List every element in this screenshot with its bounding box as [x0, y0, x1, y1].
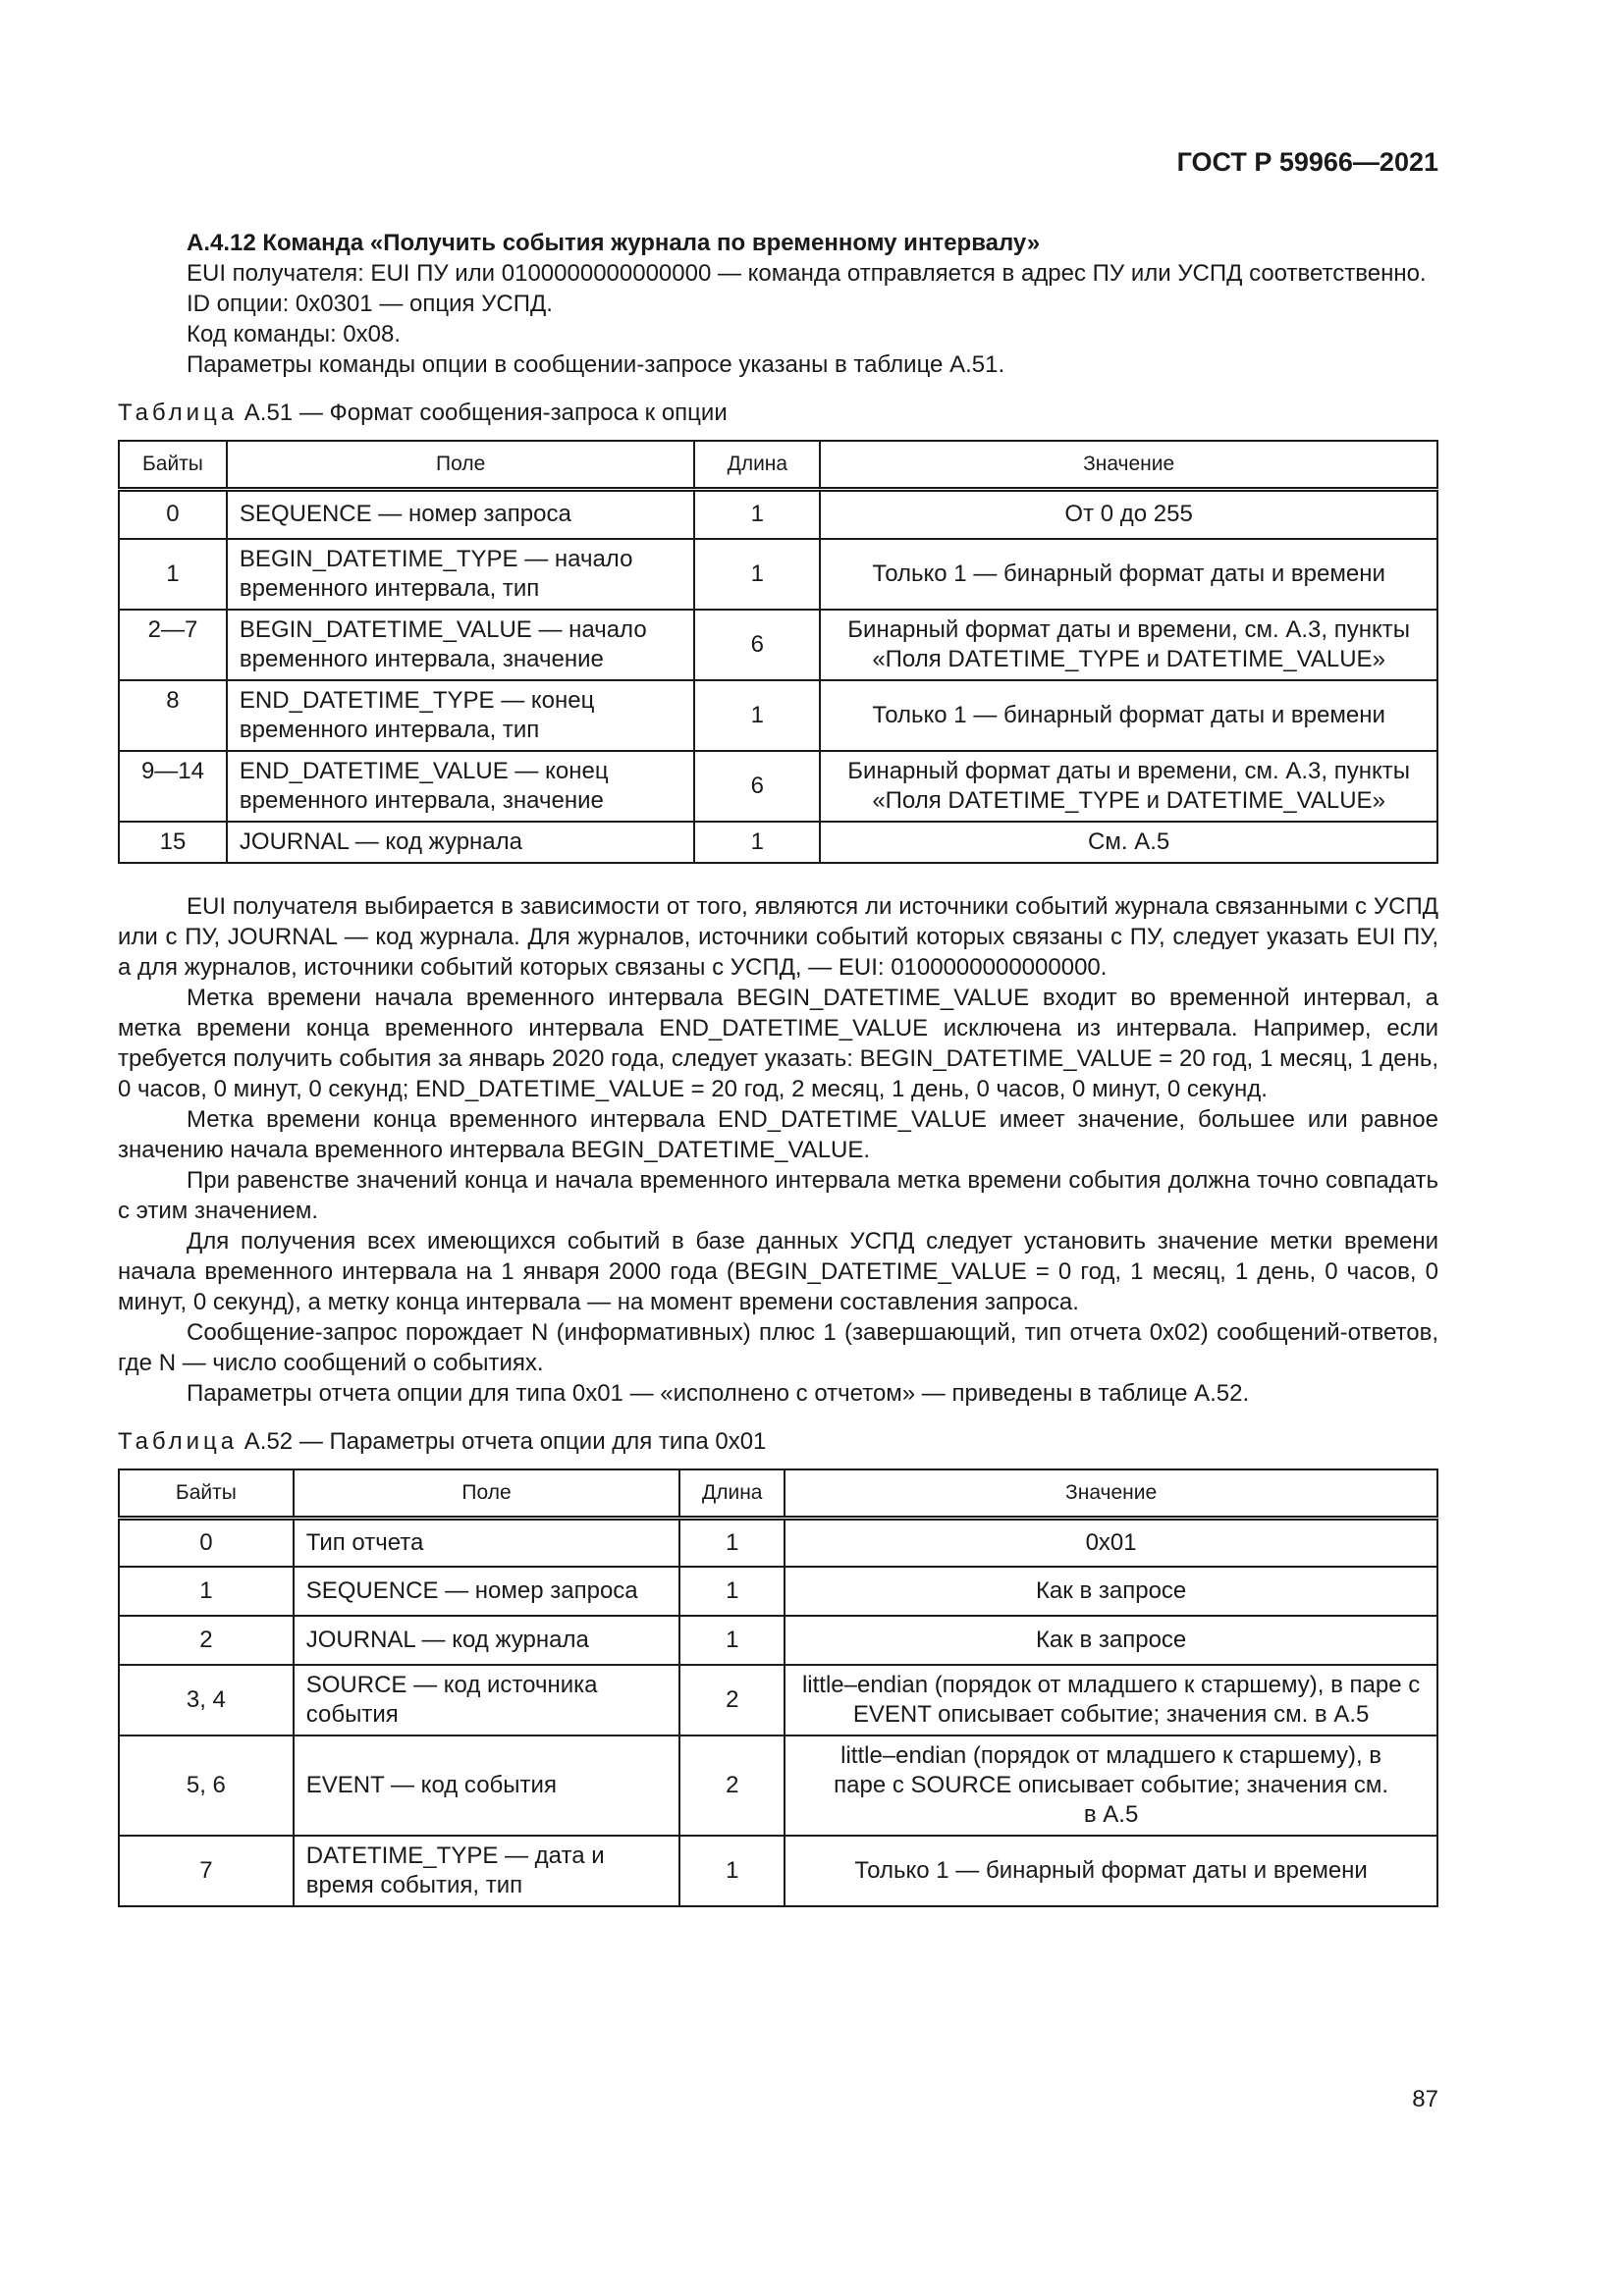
cell-bytes: 7 — [119, 1836, 294, 1906]
table-row — [119, 1735, 1437, 1836]
paragraph: ID опции: 0x0301 — опция УСПД. — [187, 291, 553, 317]
cell-length: 2 — [679, 1735, 785, 1836]
table-a51 — [118, 440, 1438, 864]
paragraph: Параметры команды опции в сообщении-запросе указаны в таблице А.51. — [187, 351, 1005, 378]
column-header: Длина — [694, 441, 820, 490]
paragraph: При равенстве значений конца и начала временного интервала метка времени события должна точно совпадать с этим значением. — [118, 1166, 1438, 1224]
cell-field: EVENT — код события — [294, 1735, 680, 1836]
cell-field: END_DATETIME_VALUE — конец временного интервала, значение — [227, 751, 694, 822]
cell-length: 1 — [679, 1836, 785, 1906]
standard-code: ГОСТ Р 59966—2021 — [1176, 147, 1438, 177]
table-row — [119, 751, 1437, 822]
cell-field: BEGIN_DATETIME_TYPE — начало временного интервала, тип — [227, 539, 694, 610]
cell-length: 1 — [679, 1518, 785, 1567]
table-row — [119, 822, 1437, 863]
paragraph: EUI получателя: EUI ПУ или 0100000000000000 — команда отправляется в адрес ПУ или УСПД соответственно. — [187, 260, 1427, 287]
paragraph: Метка времени начала временного интервала BEGIN_DATETIME_VALUE входит во временной интервал, а метка времени конца временного интервала END_DATETIME_VALUE исключена из интервала. Например, если требуется получить события за январь 2020 года, следует указать: BEGIN_DATETIME_VALUE = 20 год, 1 месяц, 1 день, 0 часов, 0 минут, 0 секунд; END_DATETIME_VALUE = 20 год, 2 месяц, 1 день, 0 часов, 0 минут, 0 секунд. — [118, 984, 1438, 1102]
cell-field: JOURNAL — код журнала — [294, 1616, 680, 1665]
table-caption-text: А.52 — Параметры отчета опции для типа 0x01 — [238, 1427, 767, 1455]
table-row — [119, 490, 1437, 539]
table-a52 — [118, 1468, 1438, 1908]
cell-bytes: 0 — [119, 1518, 294, 1567]
cell-length: 1 — [694, 539, 820, 610]
cell-length: 1 — [679, 1567, 785, 1616]
cell-value: Как в запросе — [785, 1616, 1437, 1665]
cell-bytes: 5, 6 — [119, 1735, 294, 1836]
table-row — [119, 1567, 1437, 1616]
table-caption — [118, 1426, 1438, 1457]
table-caption-prefix: Таблица — [118, 1427, 239, 1455]
table-row — [119, 680, 1437, 751]
table-header-row — [119, 441, 1437, 490]
cell-bytes: 9—14 — [119, 751, 227, 822]
column-header: Поле — [294, 1469, 680, 1519]
column-header: Длина — [679, 1469, 785, 1519]
cell-bytes: 2—7 — [119, 610, 227, 680]
cell-field: JOURNAL — код журнала — [227, 822, 694, 863]
column-header: Байты — [119, 1469, 294, 1519]
page-number: 87 — [1412, 2086, 1438, 2112]
cell-field: END_DATETIME_TYPE — конец временного интервала, тип — [227, 680, 694, 751]
cell-value: little–endian (порядок от младшего к старшему), в паре с EVENT описывает событие; значения см. в А.5 — [785, 1665, 1437, 1735]
section-heading: А.4.12 Команда «Получить события журнала по временному интервалу» — [187, 230, 1041, 256]
paragraph: Код команды: 0x08. — [187, 321, 401, 347]
cell-value: Бинарный формат даты и времени, см. А.3, пункты «Поля DATETIME_TYPE и DATETIME_VALUE» — [820, 610, 1437, 680]
cell-field: SOURCE — код источника события — [294, 1665, 680, 1735]
paragraph: Параметры отчета опции для типа 0x01 — «исполнено с отчетом» — приведены в таблице А.52. — [187, 1379, 1250, 1407]
table-row — [119, 1518, 1437, 1567]
cell-length: 2 — [679, 1665, 785, 1735]
cell-length: 1 — [694, 680, 820, 751]
cell-field: BEGIN_DATETIME_VALUE — начало временного интервала, значение — [227, 610, 694, 680]
cell-bytes: 8 — [119, 680, 227, 751]
cell-bytes: 3, 4 — [119, 1665, 294, 1735]
cell-value: Только 1 — бинарный формат даты и времени — [820, 680, 1437, 751]
paragraph: Для получения всех имеющихся событий в базе данных УСПД следует установить значение метки времени начала временного интервала на 1 января 2000 года (BEGIN_DATETIME_VALUE = 0 год, 1 месяц, 1 день, 0 часов, 0 минут, 0 секунд), а метку конца интервала — на момент времени составления запроса. — [118, 1227, 1438, 1315]
cell-value: little–endian (порядок от младшего к старшему), в паре с SOURCE описывает событие; значения см. в А.5 — [785, 1735, 1437, 1836]
column-header: Байты — [119, 441, 227, 490]
table-row — [119, 1836, 1437, 1906]
column-header: Значение — [820, 441, 1437, 490]
document-body — [118, 228, 1438, 1907]
cell-length: 1 — [679, 1616, 785, 1665]
cell-value: От 0 до 255 — [820, 490, 1437, 539]
paragraph: EUI получателя выбирается в зависимости от того, являются ли источники событий журнала связанными с УСПД или с ПУ, JOURNAL — код журнала. Для журналов, источники событий которых связаны с ПУ, следует указать EUI ПУ, а для журналов, источники событий которых связаны с УСПД, — EUI: 0100000000000000. — [118, 892, 1438, 981]
paragraph: Метка времени конца временного интервала END_DATETIME_VALUE имеет значение, большее или равное значению начала временного интервала BEGIN_DATETIME_VALUE. — [118, 1105, 1438, 1163]
cell-value: 0x01 — [785, 1518, 1437, 1567]
table-caption-prefix: Таблица — [118, 400, 239, 426]
cell-field: Тип отчета — [294, 1518, 680, 1567]
cell-bytes: 1 — [119, 1567, 294, 1616]
cell-value: См. А.5 — [820, 822, 1437, 863]
cell-value: Только 1 — бинарный формат даты и времени — [820, 539, 1437, 610]
cell-value: Как в запросе — [785, 1567, 1437, 1616]
cell-bytes: 0 — [119, 490, 227, 539]
table-row — [119, 1665, 1437, 1735]
cell-length: 6 — [694, 751, 820, 822]
table-caption — [118, 398, 1438, 428]
cell-bytes: 1 — [119, 539, 227, 610]
paragraph: Сообщение-запрос порождает N (информативных) плюс 1 (завершающий, тип отчета 0x02) сообщений-ответов, где N — число сообщений о событиях. — [118, 1318, 1438, 1376]
cell-length: 1 — [694, 490, 820, 539]
cell-field: DATETIME_TYPE — дата и время события, тип — [294, 1836, 680, 1906]
cell-length: 6 — [694, 610, 820, 680]
cell-field: SEQUENCE — номер запроса — [294, 1567, 680, 1616]
cell-bytes: 15 — [119, 822, 227, 863]
column-header: Значение — [785, 1469, 1437, 1519]
table-row — [119, 610, 1437, 680]
cell-value: Только 1 — бинарный формат даты и времени — [785, 1836, 1437, 1906]
table-caption-text: А.51 — Формат сообщения-запроса к опции — [238, 400, 728, 426]
table-row — [119, 539, 1437, 610]
cell-length: 1 — [694, 822, 820, 863]
table-header-row — [119, 1469, 1437, 1519]
table-row — [119, 1616, 1437, 1665]
column-header: Поле — [227, 441, 694, 490]
cell-value: Бинарный формат даты и времени, см. А.3, пункты «Поля DATETIME_TYPE и DATETIME_VALUE» — [820, 751, 1437, 822]
cell-bytes: 2 — [119, 1616, 294, 1665]
cell-field: SEQUENCE — номер запроса — [227, 490, 694, 539]
